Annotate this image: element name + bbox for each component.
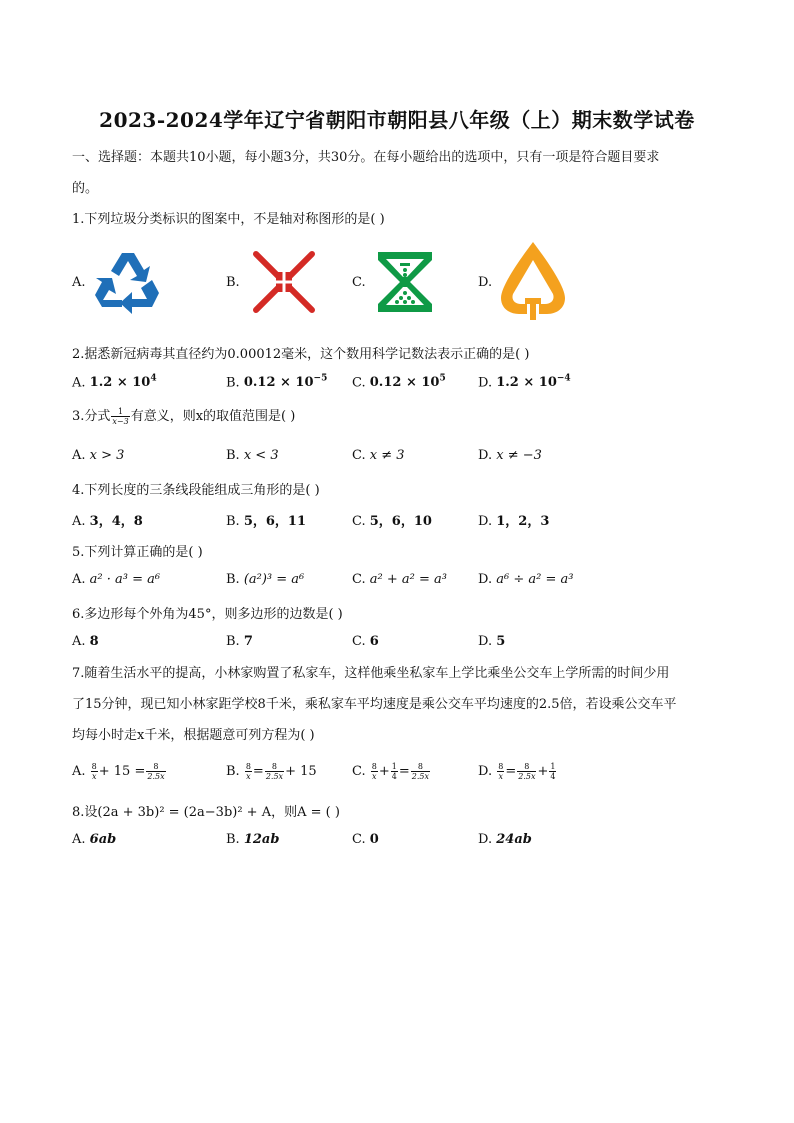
question-2-stem: 2.据悉新冠病毒其直径约为0.00012毫米，这个数用科学记数法表示正确的是( ) — [72, 347, 530, 362]
q7-option-a — [72, 762, 167, 781]
q2-option-a — [72, 374, 157, 390]
q3-stem-pre: 3.分式 — [72, 409, 111, 424]
q5-option-a-text: a² · a³ = a⁶ — [89, 572, 161, 587]
q5-option-b-label: B. — [226, 572, 240, 587]
q6-option-c-label: C. — [352, 634, 366, 649]
q2-option-c-base: 0.12 × 10 — [369, 375, 440, 391]
question-5-stem: 5.下列计算正确的是( ) — [72, 545, 203, 560]
q7-b-num2: 8 — [265, 762, 284, 772]
q7-line2: 了15分钟，现已知小林家距学校8千米，乘私家车平均速度是乘公交车平均速度的2.5倍，若设乘公交车平 — [72, 697, 677, 712]
question-8-stem: 8.设(2a + 3b)² = (2a−3b)² + A，则A = ( ) — [72, 805, 340, 820]
section-heading-line1: 一、选择题：本题共10小题，每小题3分，共30分。在每小题给出的选项中，只有一项是符合题目要求 — [72, 150, 660, 165]
q7-a-mid: + 15 = — [98, 764, 146, 779]
q3-option-d — [478, 448, 542, 463]
q7-b-den2: 2.5x — [265, 772, 284, 781]
q7-d-mid: = — [505, 764, 517, 779]
q7-c-den3: 2.5x — [411, 772, 429, 781]
q2-option-a-label: A. — [72, 375, 86, 391]
q3-option-a-text: x > 3 — [89, 448, 125, 463]
q4-option-b-label: B. — [226, 514, 240, 529]
q7-d-mid2: + — [537, 764, 549, 779]
q3-option-b-text: x < 3 — [243, 448, 279, 463]
question-3-stem — [72, 405, 295, 426]
q5-option-b — [226, 572, 304, 587]
q2-option-d-label: D. — [478, 375, 493, 391]
q7-d-den3: 4 — [550, 772, 556, 781]
q4-option-d-label: D. — [478, 514, 493, 529]
q7-b-num1: 8 — [245, 762, 251, 771]
q8-option-c-label: C. — [352, 832, 366, 847]
q6-option-c-text: 6 — [369, 634, 379, 649]
q2-option-a-base: 1.2 × 10 — [89, 375, 151, 391]
hourglass-icon — [374, 250, 436, 314]
q5-option-a-label: A. — [72, 572, 86, 587]
q8-option-c — [352, 832, 379, 847]
q7-a-num2: 8 — [146, 762, 165, 772]
q5-option-c-label: C. — [352, 572, 366, 587]
q7-option-b — [226, 762, 317, 781]
q1-option-d-label: D. — [478, 275, 493, 290]
q8-option-a-label: A. — [72, 832, 86, 847]
q7-d-num2: 8 — [517, 762, 536, 772]
q6-option-c — [352, 634, 379, 649]
q7-c-num3: 8 — [411, 762, 430, 772]
q2-option-b-base: 0.12 × 10 — [243, 375, 314, 391]
q8-option-b — [226, 832, 279, 847]
q3-option-c — [352, 448, 405, 463]
q3-option-a — [72, 448, 124, 463]
q7-c-mid: + — [378, 764, 390, 779]
q3-option-c-text: x ≠ 3 — [369, 448, 405, 463]
q5-option-b-text: (a²)³ = a⁶ — [243, 572, 305, 587]
q2-option-c-exp: 5 — [439, 374, 446, 384]
q2-option-c — [352, 374, 446, 390]
q7-d-num3: 1 — [550, 762, 556, 771]
q3-frac-den: x−3 — [112, 417, 129, 426]
q8-option-a — [72, 832, 116, 847]
q1-option-b-label: B. — [226, 275, 240, 290]
q7-c-den1: x — [372, 772, 377, 781]
q4-option-c-label: C. — [352, 514, 366, 529]
q4-option-c-text: 5，6，10 — [369, 514, 432, 529]
section-heading — [72, 142, 722, 204]
q6-option-d-label: D. — [478, 634, 493, 649]
q2-option-d-base: 1.2 × 10 — [496, 375, 557, 391]
q6-option-a-text: 8 — [89, 634, 99, 649]
exam-title: 2023-2024学年辽宁省朝阳市朝阳县八年级（上）期末数学试卷 — [99, 108, 695, 132]
q7-option-a-label: A. — [72, 764, 86, 779]
question-1-stem: 1.下列垃圾分类标识的图案中，不是轴对称图形的是( ) — [72, 212, 385, 227]
section-heading-line2: 的。 — [72, 181, 99, 196]
q7-c-mid2: = — [398, 764, 410, 779]
q7-c-num2: 1 — [391, 762, 397, 771]
q4-option-d — [478, 510, 549, 529]
q6-option-a — [72, 634, 99, 649]
q5-option-d-text: a⁶ ÷ a² = a³ — [496, 572, 574, 587]
q3-option-c-label: C. — [352, 448, 366, 463]
q3-option-d-label: D. — [478, 448, 493, 463]
q6-option-b-text: 7 — [243, 634, 253, 649]
q2-option-b-exp: −5 — [313, 374, 328, 384]
q8-option-d-label: D. — [478, 832, 493, 847]
q3-fraction — [111, 407, 129, 426]
q4-option-d-text: 1，2，3 — [496, 514, 550, 529]
q7-line1: 7.随着生活水平的提高，小林家购置了私家车，这样他乘坐私家车上学比乘坐公交车上学所需的时间少用 — [72, 666, 670, 681]
q7-b-tail: + 15 — [285, 764, 317, 779]
q6-option-d — [478, 634, 505, 649]
q4-option-b-text: 5，6，11 — [243, 514, 307, 529]
q2-option-b-label: B. — [226, 375, 240, 391]
q6-option-a-label: A. — [72, 634, 86, 649]
q1-option-a-label: A. — [72, 275, 86, 290]
q4-option-a-text: 3，4，8 — [89, 514, 143, 529]
q4-option-a-label: A. — [72, 514, 86, 529]
q3-option-b-label: B. — [226, 448, 240, 463]
q3-option-a-label: A. — [72, 448, 86, 463]
q7-a-den1: x — [91, 772, 97, 781]
q7-option-d — [478, 762, 557, 781]
q3-option-b — [226, 448, 279, 463]
q3-frac-num: 1 — [111, 407, 129, 417]
q2-option-c-label: C. — [352, 375, 366, 391]
q8-option-b-text: 12ab — [243, 832, 280, 847]
q7-c-num1: 8 — [371, 762, 377, 771]
q7-d-den1: x — [498, 772, 504, 781]
cross-arrows-icon — [250, 250, 318, 314]
q4-option-b — [226, 510, 306, 529]
q1-option-c-label: C. — [352, 275, 366, 290]
q7-option-b-label: B. — [226, 764, 240, 779]
question-6-stem: 6.多边形每个外角为45°，则多边形的边数是( ) — [72, 607, 343, 622]
q5-option-c — [352, 572, 447, 587]
q8-option-b-label: B. — [226, 832, 240, 847]
q7-d-den2: 2.5x — [518, 772, 536, 781]
q7-a-num1: 8 — [91, 762, 97, 771]
q2-option-d-exp: −4 — [556, 374, 571, 384]
recycle-icon — [92, 250, 162, 316]
q7-a-den2: 2.5x — [147, 772, 165, 781]
q8-option-d-text: 24ab — [496, 832, 532, 847]
q7-c-den2: 4 — [391, 772, 397, 781]
q5-option-c-text: a² + a² = a³ — [369, 572, 447, 587]
q4-option-c — [352, 510, 432, 529]
q7-line3: 均每小时走x千米，根据题意可列方程为( ) — [72, 728, 315, 743]
question-4-stem: 4.下列长度的三条线段能组成三角形的是( ) — [72, 483, 320, 498]
q5-option-d — [478, 572, 573, 587]
q8-option-d — [478, 832, 532, 847]
q6-option-b — [226, 634, 253, 649]
arrow-triangle-icon — [499, 240, 567, 322]
q5-option-a — [72, 572, 160, 587]
q7-option-d-label: D. — [478, 764, 493, 779]
q2-option-a-exp: 4 — [150, 374, 157, 384]
q7-d-num1: 8 — [498, 762, 504, 771]
q4-option-a — [72, 510, 143, 529]
q3-option-d-text: x ≠ −3 — [496, 448, 542, 463]
q2-option-d — [478, 374, 571, 390]
q8-option-c-text: 0 — [369, 832, 379, 847]
q7-option-c-label: C. — [352, 764, 366, 779]
q6-option-d-text: 5 — [496, 634, 506, 649]
q5-option-d-label: D. — [478, 572, 493, 587]
q2-option-b — [226, 374, 327, 390]
q7-b-den1: x — [246, 772, 251, 781]
question-7-stem — [72, 658, 722, 751]
q7-b-mid: = — [252, 764, 264, 779]
q6-option-b-label: B. — [226, 634, 240, 649]
q8-option-a-text: 6ab — [89, 832, 117, 847]
q3-stem-post: 有意义，则x的取值范围是( ) — [130, 409, 296, 424]
q7-option-c — [352, 762, 431, 781]
